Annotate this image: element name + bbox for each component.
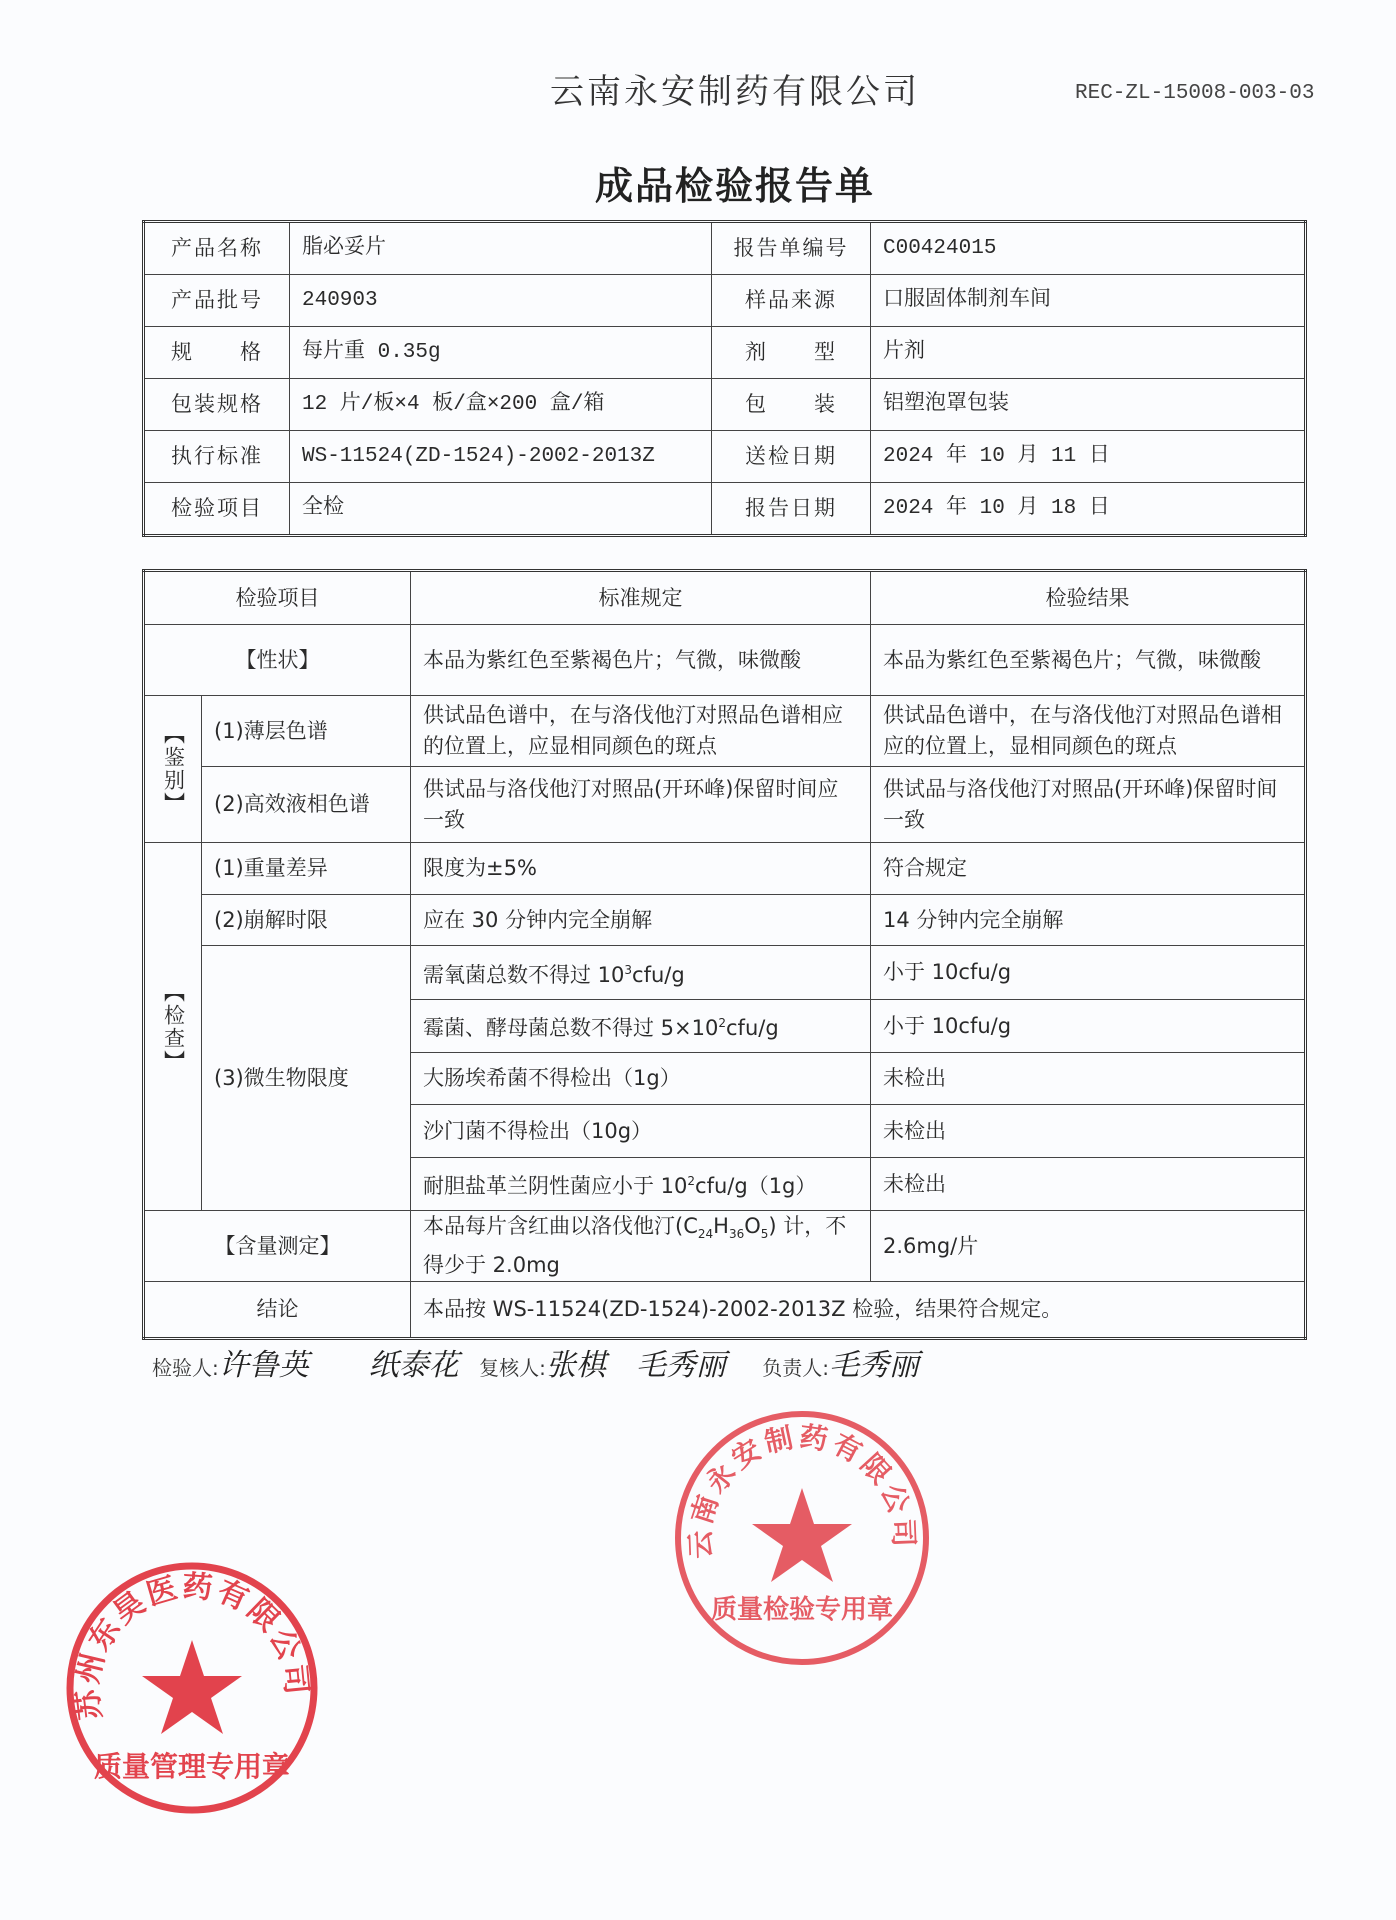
info-label: 执行标准 <box>144 431 290 483</box>
info-label: 产品批号 <box>144 275 290 327</box>
info-value: 口服固体制剂车间 <box>871 275 1306 327</box>
table-row <box>144 1211 1306 1282</box>
micro-standard <box>411 1000 871 1053</box>
table-row <box>144 946 1306 1000</box>
disintegration-result: 14 分钟内完全崩解 <box>871 895 1306 946</box>
info-value: 2024 年 10 月 11 日 <box>871 431 1306 483</box>
unit: cfu/g（1g） <box>695 1174 817 1198</box>
stamp-ring-text: 云南永安制药有限公司 <box>683 1420 921 1560</box>
company-name: 云南永安制药有限公司 <box>550 72 920 112</box>
info-label: 送检日期 <box>712 431 871 483</box>
signature-line <box>152 1346 1304 1388</box>
appearance-standard: 本品为紫红色至紫褐色片；气微，味微酸 <box>411 625 871 696</box>
info-value: WS-11524(ZD-1524)-2002-2013Z <box>290 431 712 483</box>
stamp-ring-text: 苏州东昊医药有限公司 <box>69 1569 315 1722</box>
inspection-group: 【检查】 <box>144 843 202 1211</box>
table-header-row <box>144 571 1306 625</box>
info-row <box>144 431 1306 483</box>
micro-result: 未检出 <box>871 1053 1306 1105</box>
info-label: 报告日期 <box>712 483 871 536</box>
disintegration-standard: 应在 30 分钟内完全崩解 <box>411 895 871 946</box>
buyer-quality-stamp <box>62 1558 322 1818</box>
assay-standard <box>411 1211 871 1282</box>
exponent: 2 <box>687 1174 696 1188</box>
info-row <box>144 222 1306 275</box>
info-row <box>144 379 1306 431</box>
assay-result: 2.6mg/片 <box>871 1211 1306 1282</box>
info-value: 片剂 <box>871 327 1306 379</box>
micro-result: 未检出 <box>871 1105 1306 1158</box>
exponent: 2 <box>718 1016 726 1030</box>
micro-standard-text: 需氧菌总数不得过 10 <box>423 962 625 987</box>
hplc-label: (2)高效液相色谱 <box>202 767 411 843</box>
micro-result: 小于 10cfu/g <box>871 946 1306 1000</box>
table-row <box>144 767 1306 843</box>
tlc-standard: 供试品色谱中，在与洛伐他汀对照品色谱相应的位置上，应显相同颜色的斑点 <box>411 696 871 767</box>
inspector-signatures: 许鲁英 纸泰花 <box>218 1348 459 1384</box>
assay-label: 【含量测定】 <box>144 1211 411 1282</box>
product-info-table <box>142 220 1307 537</box>
info-label: 产品名称 <box>144 222 290 275</box>
weight-standard: 限度为±5% <box>411 843 871 895</box>
table-row <box>144 843 1306 895</box>
assay-text: ) 计，不得少于 2.0mg <box>423 1214 847 1278</box>
appearance-result: 本品为紫红色至紫褐色片；气微，味微酸 <box>871 625 1306 696</box>
document-code: REC-ZL-15008-003-03 <box>1075 82 1315 105</box>
micro-standard <box>411 946 871 1000</box>
micro-label: (3)微生物限度 <box>202 946 411 1211</box>
info-row <box>144 275 1306 327</box>
weight-result: 符合规定 <box>871 843 1306 895</box>
info-label: 规 格 <box>144 327 290 379</box>
identification-group: 【鉴别】 <box>144 696 202 843</box>
header-item: 检验项目 <box>144 571 411 625</box>
inspector-label: 检验人: <box>152 1356 219 1381</box>
micro-standard-text: 霉菌、酵母菌总数不得过 5×10 <box>423 1016 719 1040</box>
conclusion-text: 本品按 WS-11524(ZD-1524)-2002-2013Z 检验，结果符合规定。 <box>411 1282 1306 1339</box>
micro-standard <box>411 1158 871 1211</box>
company-quality-stamp <box>672 1408 932 1668</box>
micro-standard: 沙门菌不得检出（10g） <box>411 1105 871 1158</box>
info-value: 2024 年 10 月 18 日 <box>871 483 1306 536</box>
reviewer-label: 复核人: <box>479 1356 546 1381</box>
info-label: 包装规格 <box>144 379 290 431</box>
star-icon <box>752 1488 852 1582</box>
unit: cfu/g <box>726 1016 779 1040</box>
stamps-area <box>69 1408 1304 1828</box>
info-label: 包 装 <box>712 379 871 431</box>
table-row <box>144 696 1306 767</box>
exponent: 3 <box>624 962 633 977</box>
subscript: 5 <box>760 1227 769 1242</box>
assay-text: O <box>744 1214 761 1238</box>
info-label: 报告单编号 <box>712 222 871 275</box>
report-body <box>69 220 1304 1828</box>
subscript: 24 <box>697 1227 714 1242</box>
header-standard: 标准规定 <box>411 571 871 625</box>
info-value: 240903 <box>290 275 712 327</box>
unit: cfu/g <box>632 962 685 987</box>
micro-result: 小于 10cfu/g <box>871 1000 1306 1053</box>
hplc-result: 供试品与洛伐他汀对照品(开环峰)保留时间一致 <box>871 767 1306 843</box>
header-result: 检验结果 <box>871 571 1306 625</box>
info-value: 12 片/板×4 板/盒×200 盒/箱 <box>290 379 712 431</box>
appearance-label: 【性状】 <box>144 625 411 696</box>
test-results-table <box>142 569 1307 1340</box>
weight-label: (1)重量差异 <box>202 843 411 895</box>
table-row <box>144 895 1306 946</box>
tlc-label: (1)薄层色谱 <box>202 696 411 767</box>
info-row <box>144 483 1306 536</box>
assay-text: 本品每片含红曲以洛伐他汀(C <box>423 1214 698 1238</box>
info-label: 剂 型 <box>712 327 871 379</box>
conclusion-label: 结论 <box>144 1282 411 1339</box>
disintegration-label: (2)崩解时限 <box>202 895 411 946</box>
stamp-center-text: 质量管理专用章 <box>93 1750 291 1784</box>
info-label: 检验项目 <box>144 483 290 536</box>
tlc-result: 供试品色谱中，在与洛伐他汀对照品色谱相应的位置上，显相同颜色的斑点 <box>871 696 1306 767</box>
info-value: 铝塑泡罩包装 <box>871 379 1306 431</box>
micro-standard: 大肠埃希菌不得检出（1g） <box>411 1053 871 1105</box>
responsible-signature: 毛秀丽 <box>828 1348 919 1384</box>
report-title: 成品检验报告单 <box>595 164 876 208</box>
info-value: 脂必妥片 <box>290 222 712 275</box>
micro-result: 未检出 <box>871 1158 1306 1211</box>
hplc-standard: 供试品与洛伐他汀对照品(开环峰)保留时间应一致 <box>411 767 871 843</box>
table-row <box>144 625 1306 696</box>
info-value: 全检 <box>290 483 712 536</box>
responsible-label: 负责人: <box>762 1356 829 1381</box>
table-row <box>144 1282 1306 1339</box>
star-icon <box>142 1640 242 1734</box>
info-label: 样品来源 <box>712 275 871 327</box>
info-row <box>144 327 1306 379</box>
micro-standard-text: 耐胆盐革兰阴性菌应小于 10 <box>423 1174 688 1198</box>
stamp-center-text: 质量检验专用章 <box>710 1595 894 1626</box>
info-value: C00424015 <box>871 222 1306 275</box>
assay-text: H <box>713 1214 729 1238</box>
subscript: 36 <box>728 1227 745 1242</box>
reviewer-signature: 张棋 毛秀丽 <box>545 1348 726 1384</box>
info-value: 每片重 0.35g <box>290 327 712 379</box>
